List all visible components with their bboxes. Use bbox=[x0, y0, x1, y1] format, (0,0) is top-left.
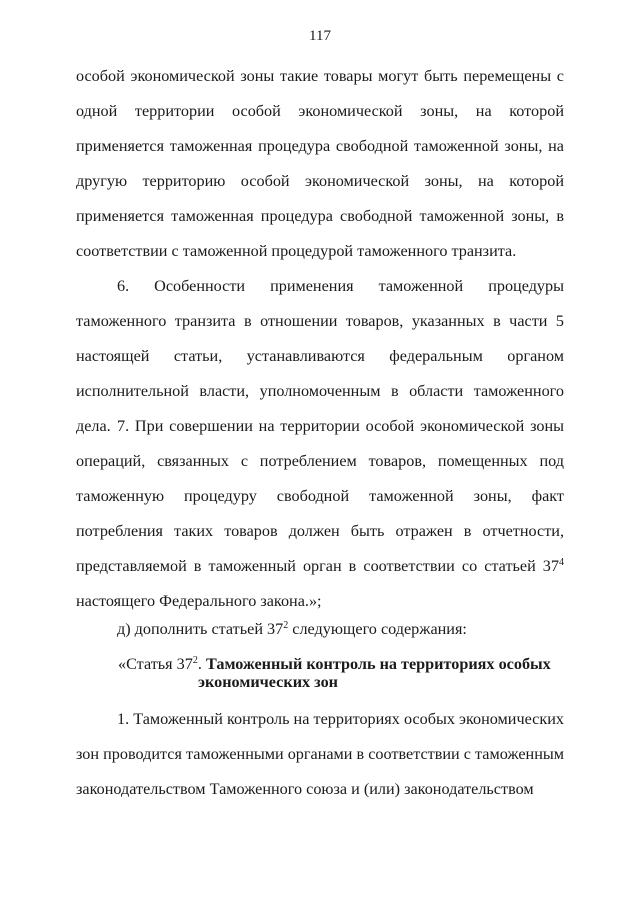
paragraph-article-item-1: 1. Таможенный контроль на территориях особых экономических зон проводится таможенными органами в соответствии с таможенным законодательством Таможенного союза и (или) законодательством bbox=[76, 710, 564, 798]
paragraph-item-7 bbox=[76, 409, 564, 619]
amendment-text: д) дополнить статьей 37 bbox=[117, 620, 284, 638]
article-heading-title-line2: экономических зон bbox=[198, 673, 338, 691]
page-number: 117 bbox=[309, 28, 331, 44]
paragraph-item-7-text-end: настоящего Федерального закона.»; bbox=[76, 592, 322, 610]
paragraph-continuation: особой экономической зоны такие товары могут быть перемещены с одной территории особой экономической зоны, на которой применяется таможенная процедура свободной таможенной зоны, на другую территорию особой экономической зоны, на которой применяется таможенная процедура свободной таможенной зоны, в соответствии с таможенной процедурой таможенного транзита. bbox=[76, 67, 564, 260]
amendment-text-end: следующего содержания: bbox=[288, 620, 467, 638]
paragraph-item-6: 6. Особенности применения таможенной процедуры таможенного транзита в отношении товаров, указанных в части 5 настоящей статьи, устанавливаются федеральным органом исполнительной власти, уполномоченным в области таможенного дела. bbox=[76, 277, 564, 435]
paragraph-item-7-text: 7. При совершении на территории особой экономической зоны операций, связанных с потреблением товаров, помещенных под таможенную процедуру свободной таможенной зоны, факт потребления таких товаров должен быть отражен в отчетности, представляемой в таможенный орган в соответствии со статьей 37 bbox=[76, 417, 564, 575]
article-heading-title-line1: Таможенный контроль на территориях особых bbox=[201, 655, 551, 673]
article-heading bbox=[118, 655, 558, 691]
article-superscript: 2 bbox=[283, 620, 289, 631]
article-superscript: 4 bbox=[559, 557, 564, 568]
paragraph-amendment-d bbox=[76, 612, 564, 647]
article-heading-superscript: 2 bbox=[192, 655, 198, 666]
article-heading-dot: . bbox=[197, 655, 202, 673]
article-heading-prefix: «Статья 37 bbox=[118, 655, 193, 673]
